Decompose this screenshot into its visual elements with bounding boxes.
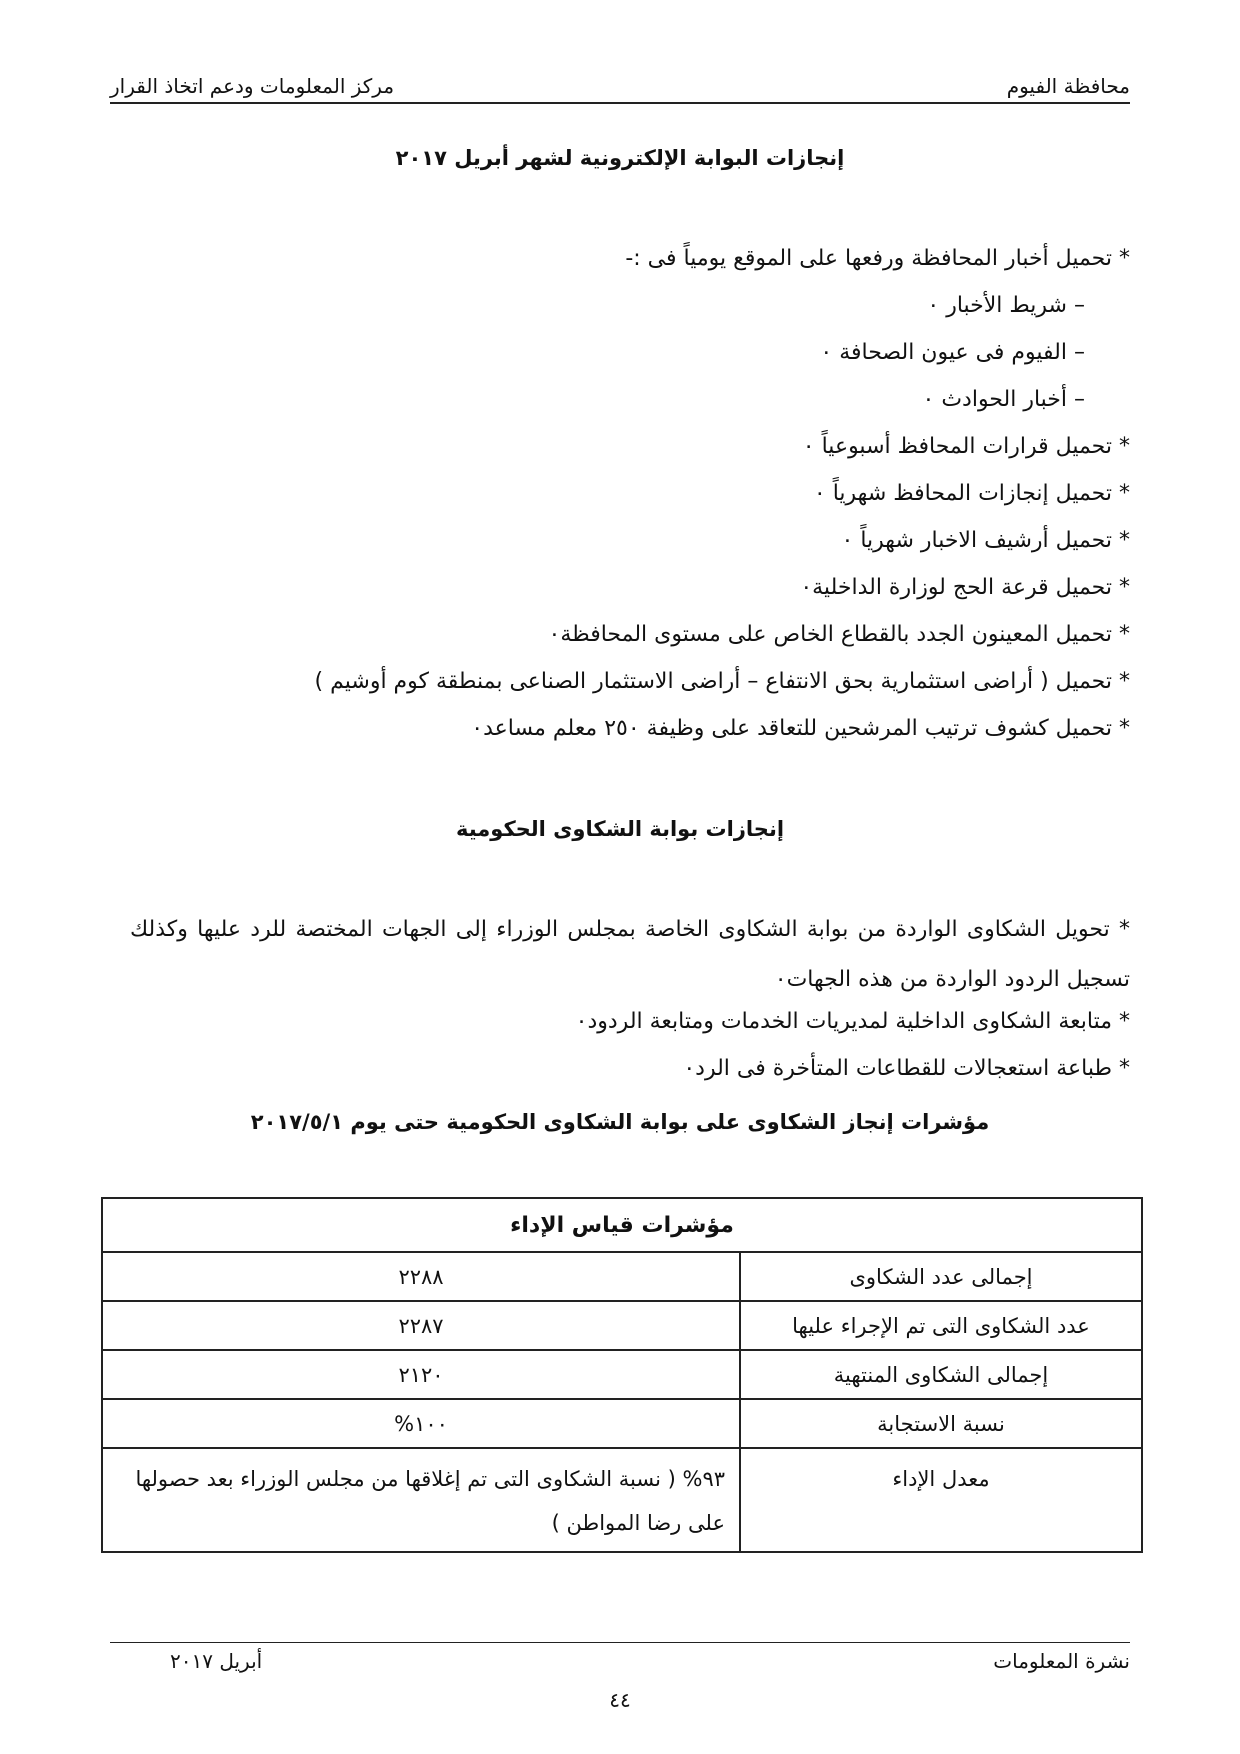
row-label: إجمالى عدد الشكاوى xyxy=(740,1252,1142,1301)
complaints-item: * متابعة الشكاوى الداخلية لمديريات الخدمات ومتابعة الردود٠ xyxy=(575,1009,1130,1034)
header-center: مركز المعلومات ودعم اتخاذ القرار xyxy=(110,74,395,98)
footer-date: أبريل ٢٠١٧ xyxy=(170,1649,263,1673)
row-label: نسبة الاستجابة xyxy=(740,1399,1142,1448)
portal-item: * تحميل كشوف ترتيب المرشحين للتعاقد على وظيفة ٢٥٠ معلم مساعد٠ xyxy=(471,716,1130,741)
page-footer xyxy=(110,1642,1130,1679)
section-title-complaints: إنجازات بوابة الشكاوى الحكومية xyxy=(455,817,785,841)
complaints-item: * طباعة استعجالات للقطاعات المتأخرة فى الرد٠ xyxy=(683,1056,1130,1081)
table-row xyxy=(102,1252,1142,1301)
table-row xyxy=(102,1350,1142,1399)
portal-item: * تحميل أخبار المحافظة ورفعها على الموقع يومياً فى :- xyxy=(625,246,1130,271)
table-header-row xyxy=(102,1198,1142,1252)
row-value: ٢٢٨٧ xyxy=(102,1301,740,1350)
complaints-paragraph: * تحويل الشكاوى الواردة من بوابة الشكاوى الخاصة بمجلس الوزراء إلى الجهات المختصة للرد عليها وكذلك تسجيل الردود الواردة من هذه الجهات٠ xyxy=(130,917,1130,992)
page-header xyxy=(110,70,1130,104)
row-label: معدل الإداء xyxy=(740,1448,1142,1552)
section-title-indicators: مؤشرات إنجاز الشكاوى على بوابة الشكاوى الحكومية حتى يوم ٢٠١٧/٥/١ xyxy=(250,1110,990,1134)
indicators-table xyxy=(101,1197,1143,1553)
table-row xyxy=(102,1301,1142,1350)
portal-item: * تحميل قرعة الحج لوزارة الداخلية٠ xyxy=(800,575,1130,600)
portal-item: * تحميل إنجازات المحافظ شهرياً ٠ xyxy=(813,481,1130,506)
header-governorate: محافظة الفيوم xyxy=(1006,74,1130,98)
row-label: إجمالى الشكاوى المنتهية xyxy=(740,1350,1142,1399)
section-title-portal: إنجازات البوابة الإلكترونية لشهر أبريل ٢٠١٧ xyxy=(395,146,845,170)
portal-item: * تحميل ( أراضى استثمارية بحق الانتفاع – أراضى الاستثمار الصناعى بمنطقة كوم أوشيم ) xyxy=(314,669,1130,694)
portal-item: * تحميل قرارات المحافظ أسبوعياً ٠ xyxy=(802,434,1130,459)
table-row xyxy=(102,1448,1142,1552)
row-value: ١٠٠% xyxy=(102,1399,740,1448)
portal-subitem: – الفيوم فى عيون الصحافة ٠ xyxy=(820,340,1085,365)
page-number: ٤٤ xyxy=(609,1688,631,1712)
row-label: عدد الشكاوى التى تم الإجراء عليها xyxy=(740,1301,1142,1350)
portal-item: * تحميل المعينون الجدد بالقطاع الخاص على مستوى المحافظة٠ xyxy=(548,622,1130,647)
portal-subitem: – شريط الأخبار ٠ xyxy=(927,293,1085,318)
table-row xyxy=(102,1399,1142,1448)
row-value: ٢١٢٠ xyxy=(102,1350,740,1399)
row-value: ٢٢٨٨ xyxy=(102,1252,740,1301)
row-value: ٩٣% ( نسبة الشكاوى التى تم إغلاقها من مجلس الوزراء بعد حصولها على رضا المواطن ) xyxy=(102,1448,740,1552)
portal-subitem: – أخبار الحوادث ٠ xyxy=(922,387,1085,412)
footer-bulletin: نشرة المعلومات xyxy=(993,1649,1130,1673)
table-header: مؤشرات قياس الإداء xyxy=(102,1198,1142,1252)
portal-item: * تحميل أرشيف الاخبار شهرياً ٠ xyxy=(841,528,1130,553)
